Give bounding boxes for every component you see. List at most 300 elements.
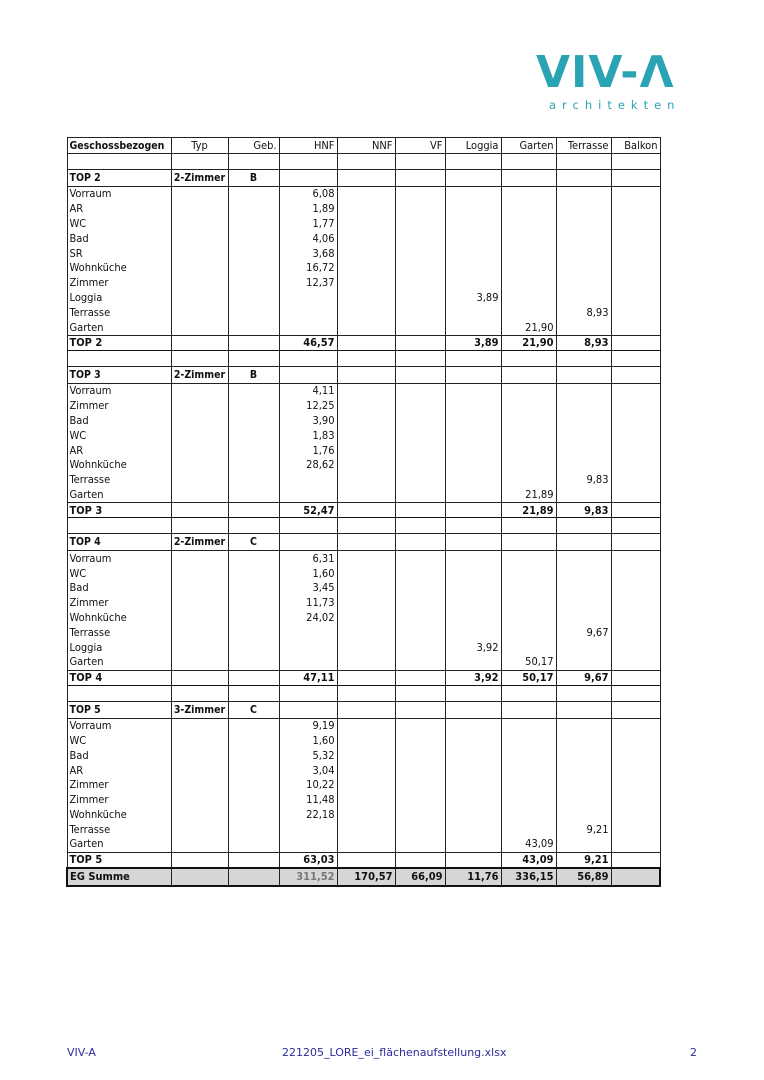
unit-sum-row	[67, 670, 660, 685]
room-row	[67, 414, 660, 429]
empty-cell	[337, 534, 395, 551]
empty-cell	[228, 518, 279, 534]
unit-sum-row	[67, 852, 660, 868]
empty-cell	[171, 793, 228, 808]
room-name: Terrasse	[67, 822, 171, 837]
col-header-hnf: HNF	[279, 138, 337, 154]
unit-building: C	[228, 701, 279, 718]
room-name: Zimmer	[67, 399, 171, 414]
blank-row	[67, 154, 660, 170]
empty-cell	[337, 701, 395, 718]
unit-header-row	[67, 366, 660, 383]
room-name: Terrasse	[67, 625, 171, 640]
room-hnf	[279, 640, 337, 655]
room-garten	[501, 718, 556, 733]
empty-cell	[228, 837, 279, 852]
empty-cell	[171, 320, 228, 335]
empty-cell	[501, 701, 556, 718]
empty-cell	[171, 581, 228, 596]
empty-cell	[611, 551, 660, 566]
empty-cell	[171, 852, 228, 868]
room-terrasse: 9,83	[556, 473, 611, 488]
empty-cell	[171, 231, 228, 246]
empty-cell	[395, 822, 445, 837]
room-terrasse	[556, 734, 611, 749]
empty-cell	[501, 685, 556, 701]
empty-cell	[445, 170, 501, 187]
room-garten	[501, 383, 556, 398]
empty-cell	[228, 655, 279, 670]
empty-cell	[395, 414, 445, 429]
empty-cell	[556, 350, 611, 366]
sum-garten: 21,90	[501, 335, 556, 350]
empty-cell	[611, 581, 660, 596]
empty-cell	[337, 414, 395, 429]
empty-cell	[171, 414, 228, 429]
room-name: Vorraum	[67, 383, 171, 398]
empty-cell	[556, 701, 611, 718]
empty-cell	[395, 685, 445, 701]
room-hnf: 4,11	[279, 383, 337, 398]
blank-row	[67, 350, 660, 366]
room-terrasse	[556, 458, 611, 473]
empty-cell	[171, 246, 228, 261]
empty-cell	[395, 261, 445, 276]
empty-cell	[611, 320, 660, 335]
empty-cell	[611, 443, 660, 458]
empty-cell	[228, 793, 279, 808]
empty-cell	[501, 170, 556, 187]
empty-cell	[556, 518, 611, 534]
room-hnf	[279, 488, 337, 503]
room-hnf: 1,60	[279, 566, 337, 581]
room-garten	[501, 261, 556, 276]
sum-terrasse: 8,93	[556, 335, 611, 350]
empty-cell	[395, 335, 445, 350]
empty-cell	[171, 473, 228, 488]
room-hnf: 4,06	[279, 231, 337, 246]
room-hnf: 3,90	[279, 414, 337, 429]
sum-terrasse: 9,21	[556, 852, 611, 868]
empty-cell	[556, 366, 611, 383]
empty-cell	[228, 581, 279, 596]
unit-name: TOP 2	[67, 170, 171, 187]
table-body	[67, 154, 660, 886]
empty-cell	[556, 685, 611, 701]
empty-cell	[171, 763, 228, 778]
empty-cell	[611, 611, 660, 626]
empty-cell	[395, 625, 445, 640]
room-terrasse	[556, 261, 611, 276]
room-garten: 43,09	[501, 837, 556, 852]
empty-cell	[337, 566, 395, 581]
empty-cell	[228, 458, 279, 473]
empty-cell	[395, 837, 445, 852]
room-terrasse	[556, 778, 611, 793]
room-row	[67, 443, 660, 458]
empty-cell	[337, 551, 395, 566]
empty-cell	[445, 701, 501, 718]
room-name: AR	[67, 202, 171, 217]
empty-cell	[228, 187, 279, 202]
room-name: Zimmer	[67, 276, 171, 291]
room-loggia	[445, 414, 501, 429]
room-terrasse	[556, 187, 611, 202]
empty-cell	[171, 685, 228, 701]
room-garten	[501, 808, 556, 823]
blank-row	[67, 685, 660, 701]
room-loggia	[445, 428, 501, 443]
room-row	[67, 596, 660, 611]
empty-cell	[337, 670, 395, 685]
empty-cell	[395, 276, 445, 291]
room-terrasse	[556, 611, 611, 626]
empty-cell	[228, 734, 279, 749]
room-garten: 50,17	[501, 655, 556, 670]
room-terrasse	[556, 320, 611, 335]
room-loggia	[445, 625, 501, 640]
empty-cell	[395, 670, 445, 685]
total-nnf: 170,57	[337, 868, 395, 886]
room-row	[67, 551, 660, 566]
room-name: Loggia	[67, 640, 171, 655]
empty-cell	[445, 518, 501, 534]
empty-cell	[556, 170, 611, 187]
empty-cell	[337, 428, 395, 443]
empty-cell	[171, 868, 228, 886]
empty-cell	[337, 458, 395, 473]
room-row	[67, 187, 660, 202]
empty-cell	[395, 763, 445, 778]
room-terrasse	[556, 383, 611, 398]
empty-cell	[395, 350, 445, 366]
room-terrasse	[556, 581, 611, 596]
empty-cell	[228, 202, 279, 217]
room-terrasse	[556, 399, 611, 414]
room-garten	[501, 611, 556, 626]
unit-sum-row	[67, 503, 660, 518]
empty-cell	[611, 261, 660, 276]
empty-cell	[228, 778, 279, 793]
room-garten	[501, 596, 556, 611]
empty-cell	[228, 261, 279, 276]
room-name: Garten	[67, 488, 171, 503]
unit-name: TOP 5	[67, 701, 171, 718]
room-row	[67, 428, 660, 443]
col-header-geb: Geb.	[228, 138, 279, 154]
empty-cell	[337, 655, 395, 670]
unit-name: TOP 3	[67, 366, 171, 383]
empty-cell	[611, 685, 660, 701]
empty-cell	[395, 718, 445, 733]
empty-cell	[171, 488, 228, 503]
room-hnf: 11,73	[279, 596, 337, 611]
empty-cell	[611, 596, 660, 611]
empty-cell	[337, 734, 395, 749]
room-hnf: 12,37	[279, 276, 337, 291]
empty-cell	[445, 366, 501, 383]
empty-cell	[395, 383, 445, 398]
empty-cell	[171, 154, 228, 170]
sum-loggia	[445, 503, 501, 518]
empty-cell	[171, 778, 228, 793]
empty-cell	[395, 305, 445, 320]
empty-cell	[611, 778, 660, 793]
unit-header-row	[67, 701, 660, 718]
empty-cell	[611, 170, 660, 187]
room-terrasse	[556, 202, 611, 217]
room-hnf: 16,72	[279, 261, 337, 276]
empty-cell	[171, 718, 228, 733]
room-row	[67, 566, 660, 581]
empty-cell	[337, 383, 395, 398]
empty-cell	[611, 488, 660, 503]
empty-cell	[395, 187, 445, 202]
empty-cell	[228, 335, 279, 350]
empty-cell	[228, 217, 279, 232]
empty-cell	[445, 534, 501, 551]
room-loggia	[445, 276, 501, 291]
footer-page-number: 2	[690, 1046, 697, 1059]
room-name: AR	[67, 443, 171, 458]
empty-cell	[337, 473, 395, 488]
room-hnf	[279, 655, 337, 670]
room-loggia	[445, 837, 501, 852]
room-row	[67, 261, 660, 276]
col-header-typ: Typ	[171, 138, 228, 154]
room-row	[67, 793, 660, 808]
empty-cell	[337, 443, 395, 458]
empty-cell	[395, 473, 445, 488]
room-garten	[501, 291, 556, 306]
empty-cell	[337, 231, 395, 246]
empty-cell	[337, 581, 395, 596]
empty-cell	[228, 551, 279, 566]
unit-header-row	[67, 534, 660, 551]
empty-cell	[228, 305, 279, 320]
empty-cell	[228, 625, 279, 640]
room-loggia	[445, 793, 501, 808]
room-loggia	[445, 763, 501, 778]
empty-cell	[611, 640, 660, 655]
empty-cell	[395, 458, 445, 473]
empty-cell	[228, 611, 279, 626]
empty-cell	[445, 350, 501, 366]
room-loggia: 3,92	[445, 640, 501, 655]
room-hnf: 28,62	[279, 458, 337, 473]
sum-garten: 50,17	[501, 670, 556, 685]
room-terrasse	[556, 291, 611, 306]
room-garten	[501, 458, 556, 473]
empty-cell	[228, 350, 279, 366]
empty-cell	[337, 503, 395, 518]
empty-cell	[228, 566, 279, 581]
empty-cell	[337, 154, 395, 170]
room-row	[67, 748, 660, 763]
empty-cell	[337, 350, 395, 366]
room-loggia	[445, 551, 501, 566]
empty-cell	[228, 473, 279, 488]
room-loggia	[445, 655, 501, 670]
empty-cell	[228, 640, 279, 655]
empty-cell	[611, 276, 660, 291]
room-loggia	[445, 718, 501, 733]
empty-cell	[611, 748, 660, 763]
empty-cell	[337, 305, 395, 320]
unit-building: C	[228, 534, 279, 551]
room-name: Wohnküche	[67, 611, 171, 626]
col-header-nnf: NNF	[337, 138, 395, 154]
room-loggia	[445, 246, 501, 261]
room-row	[67, 202, 660, 217]
unit-name: TOP 4	[67, 534, 171, 551]
empty-cell	[611, 246, 660, 261]
col-header-loggia: Loggia	[445, 138, 501, 154]
room-terrasse	[556, 217, 611, 232]
empty-cell	[395, 503, 445, 518]
room-loggia	[445, 822, 501, 837]
room-hnf: 11,48	[279, 793, 337, 808]
room-garten	[501, 640, 556, 655]
room-loggia	[445, 581, 501, 596]
empty-cell	[171, 383, 228, 398]
empty-cell	[611, 414, 660, 429]
total-garten: 336,15	[501, 868, 556, 886]
room-terrasse	[556, 640, 611, 655]
empty-cell	[611, 383, 660, 398]
room-hnf: 1,89	[279, 202, 337, 217]
room-loggia	[445, 734, 501, 749]
area-table	[66, 137, 661, 887]
room-row	[67, 822, 660, 837]
empty-cell	[611, 154, 660, 170]
room-hnf: 10,22	[279, 778, 337, 793]
room-hnf: 3,68	[279, 246, 337, 261]
empty-cell	[611, 822, 660, 837]
room-terrasse	[556, 428, 611, 443]
room-loggia	[445, 383, 501, 398]
empty-cell	[501, 154, 556, 170]
empty-cell	[395, 320, 445, 335]
logo-subtitle: architekten	[549, 98, 681, 112]
room-terrasse	[556, 763, 611, 778]
room-hnf	[279, 291, 337, 306]
room-hnf: 24,02	[279, 611, 337, 626]
room-row	[67, 246, 660, 261]
col-header-geschossbezogen: Geschossbezogen	[67, 138, 171, 154]
empty-cell	[279, 685, 337, 701]
room-terrasse	[556, 655, 611, 670]
room-loggia	[445, 473, 501, 488]
empty-cell	[395, 217, 445, 232]
room-hnf: 5,32	[279, 748, 337, 763]
room-garten	[501, 414, 556, 429]
room-row	[67, 399, 660, 414]
room-hnf: 12,25	[279, 399, 337, 414]
room-hnf	[279, 320, 337, 335]
empty-cell	[611, 366, 660, 383]
empty-cell	[611, 518, 660, 534]
empty-cell	[611, 291, 660, 306]
unit-header-row	[67, 170, 660, 187]
unit-type: 2-Zimmer	[171, 534, 228, 551]
empty-cell	[337, 748, 395, 763]
empty-cell	[395, 566, 445, 581]
empty-cell	[171, 808, 228, 823]
empty-cell	[395, 518, 445, 534]
sum-hnf: 63,03	[279, 852, 337, 868]
empty-cell	[395, 808, 445, 823]
room-loggia	[445, 566, 501, 581]
room-loggia	[445, 305, 501, 320]
room-loggia	[445, 596, 501, 611]
empty-cell	[337, 170, 395, 187]
empty-cell	[337, 320, 395, 335]
room-row	[67, 320, 660, 335]
empty-cell	[337, 399, 395, 414]
room-garten	[501, 748, 556, 763]
empty-cell	[171, 822, 228, 837]
room-garten	[501, 625, 556, 640]
empty-cell	[337, 596, 395, 611]
room-hnf: 1,83	[279, 428, 337, 443]
room-name: Wohnküche	[67, 808, 171, 823]
empty-cell	[171, 611, 228, 626]
room-name: Zimmer	[67, 793, 171, 808]
unit-type: 3-Zimmer	[171, 701, 228, 718]
col-header-terrasse: Terrasse	[556, 138, 611, 154]
empty-cell	[171, 503, 228, 518]
room-name: Vorraum	[67, 551, 171, 566]
empty-cell	[395, 246, 445, 261]
empty-cell	[228, 399, 279, 414]
room-name: Zimmer	[67, 596, 171, 611]
room-loggia	[445, 611, 501, 626]
empty-cell	[171, 734, 228, 749]
empty-cell	[395, 534, 445, 551]
empty-cell	[395, 154, 445, 170]
empty-cell	[171, 518, 228, 534]
room-terrasse	[556, 837, 611, 852]
room-hnf: 6,31	[279, 551, 337, 566]
empty-cell	[395, 291, 445, 306]
empty-cell	[171, 261, 228, 276]
sum-hnf: 46,57	[279, 335, 337, 350]
empty-cell	[171, 566, 228, 581]
unit-building: B	[228, 366, 279, 383]
empty-cell	[395, 778, 445, 793]
empty-cell	[337, 837, 395, 852]
empty-cell	[337, 187, 395, 202]
sum-hnf: 47,11	[279, 670, 337, 685]
room-loggia	[445, 399, 501, 414]
room-hnf: 3,45	[279, 581, 337, 596]
empty-cell	[67, 518, 171, 534]
room-row	[67, 581, 660, 596]
empty-cell	[228, 596, 279, 611]
empty-cell	[395, 611, 445, 626]
empty-cell	[611, 473, 660, 488]
empty-cell	[171, 670, 228, 685]
room-terrasse	[556, 551, 611, 566]
company-logo	[536, 47, 698, 114]
empty-cell	[337, 291, 395, 306]
empty-cell	[611, 793, 660, 808]
empty-cell	[171, 443, 228, 458]
empty-cell	[395, 202, 445, 217]
empty-cell	[611, 670, 660, 685]
empty-cell	[228, 276, 279, 291]
